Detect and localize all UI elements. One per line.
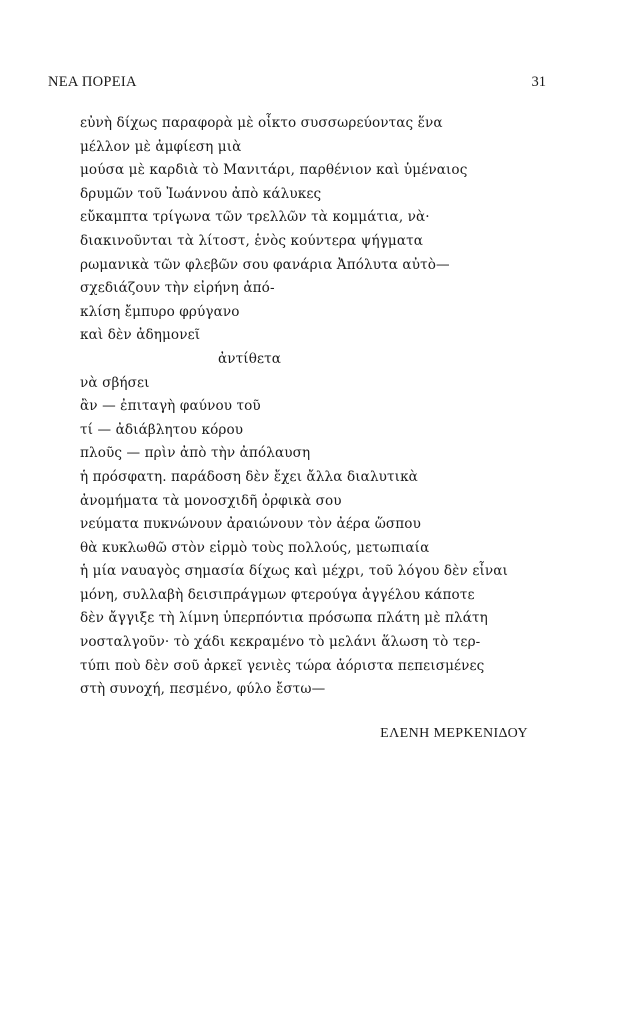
poem-line: πλοῦς — πρὶν ἀπὸ τὴν ἀπόλαυση — [80, 445, 311, 462]
poem-line: διακινοῦνται τὰ λίτοστ, ἑνὸς κούντερα ψήγματα — [80, 232, 424, 249]
poem-line: εὐνὴ δίχως παραφορὰ μὲ οἶκτο συσσωρεύοντας ἕνα — [80, 115, 443, 131]
author-signature: ΕΛΕΝΗ ΜΕΡΚΕΝΙΔΟΥ — [380, 726, 528, 741]
poem-line: εὔκαμπτα τρίγωνα τῶν τρελλῶν τὰ κομμάτια, νὰ· — [80, 209, 430, 226]
poem-line: νοσταλγοῦν· τὸ χάδι κεκραμένο τὸ μελάνι ἅλωση τὸ τερ- — [80, 634, 481, 651]
poem-line: δρυμῶν τοῦ Ἰωάννου ἀπὸ κάλυκες — [80, 185, 322, 202]
poem-line: νεύματα πυκνώνουν ἀραιώνουν τὸν ἀέρα ὥσπου — [80, 516, 421, 533]
poem-line: ἂν — ἐπιταγὴ φαύνου τοῦ — [80, 398, 261, 415]
poem-line: τύπι ποὺ δὲν σοῦ ἀρκεῖ γενιὲς τώρα ἀόριστα πεπεισμένες — [80, 657, 485, 674]
poem-line: μέλλον μὲ ἀμφίεση μιὰ — [80, 138, 242, 155]
poem-line: μούσα μὲ καρδιὰ τὸ Μανιτάρι, παρθένιον καὶ ὑμέναιος — [80, 162, 468, 179]
poem-line: νὰ σβήσει — [80, 374, 150, 391]
poem-line-indented: ἀντίθετα — [218, 350, 282, 367]
poem-line: τί — ἀδιάβλητου κόρου — [80, 421, 244, 438]
poem-line: σχεδιάζουν τὴν εἰρήνη ἀπό- — [80, 280, 275, 297]
poem-line: θὰ κυκλωθῶ στὸν εἱρμὸ τοὺς πολλούς, μετωπιαία — [80, 539, 430, 556]
poem-line: κλίση ἔμπυρο φρύγανο — [80, 303, 240, 320]
poem-line: μόνη, συλλαβὴ δεισιπράγμων φτερούγα ἀγγέλου κάποτε — [80, 586, 475, 603]
journal-title: ΝΕΑ ΠΟΡΕΙΑ — [48, 74, 137, 90]
poem-line: ἀνομήματα τὰ μονοσχιδῆ ὀρφικὰ σου — [80, 492, 342, 509]
poem-line: ρωμανικὰ τῶν φλεβῶν σου φανάρια Ἀπόλυτα αὐτὸ— — [80, 256, 450, 273]
poem-body — [80, 112, 530, 702]
poem-line: ἡ μία ναυαγὸς σημασία δίχως καὶ μέχρι, τοῦ λόγου δὲν εἶναι — [80, 563, 508, 580]
page-number: 31 — [531, 74, 546, 90]
poem-line: καὶ δὲν ἀδημονεῖ — [80, 327, 201, 344]
poem-line: δὲν ἄγγιξε τὴ λίμνη ὑπερπόντια πρόσωπα πλάτη μὲ πλάτη — [80, 610, 488, 627]
poem-line: ἡ πρόσφατη. παράδοση δὲν ἔχει ἄλλα διαλυτικὰ — [80, 468, 418, 485]
page-header — [48, 74, 546, 94]
poem-line: στὴ συνοχή, πεσμένο, φύλο ἔστω— — [80, 681, 326, 698]
